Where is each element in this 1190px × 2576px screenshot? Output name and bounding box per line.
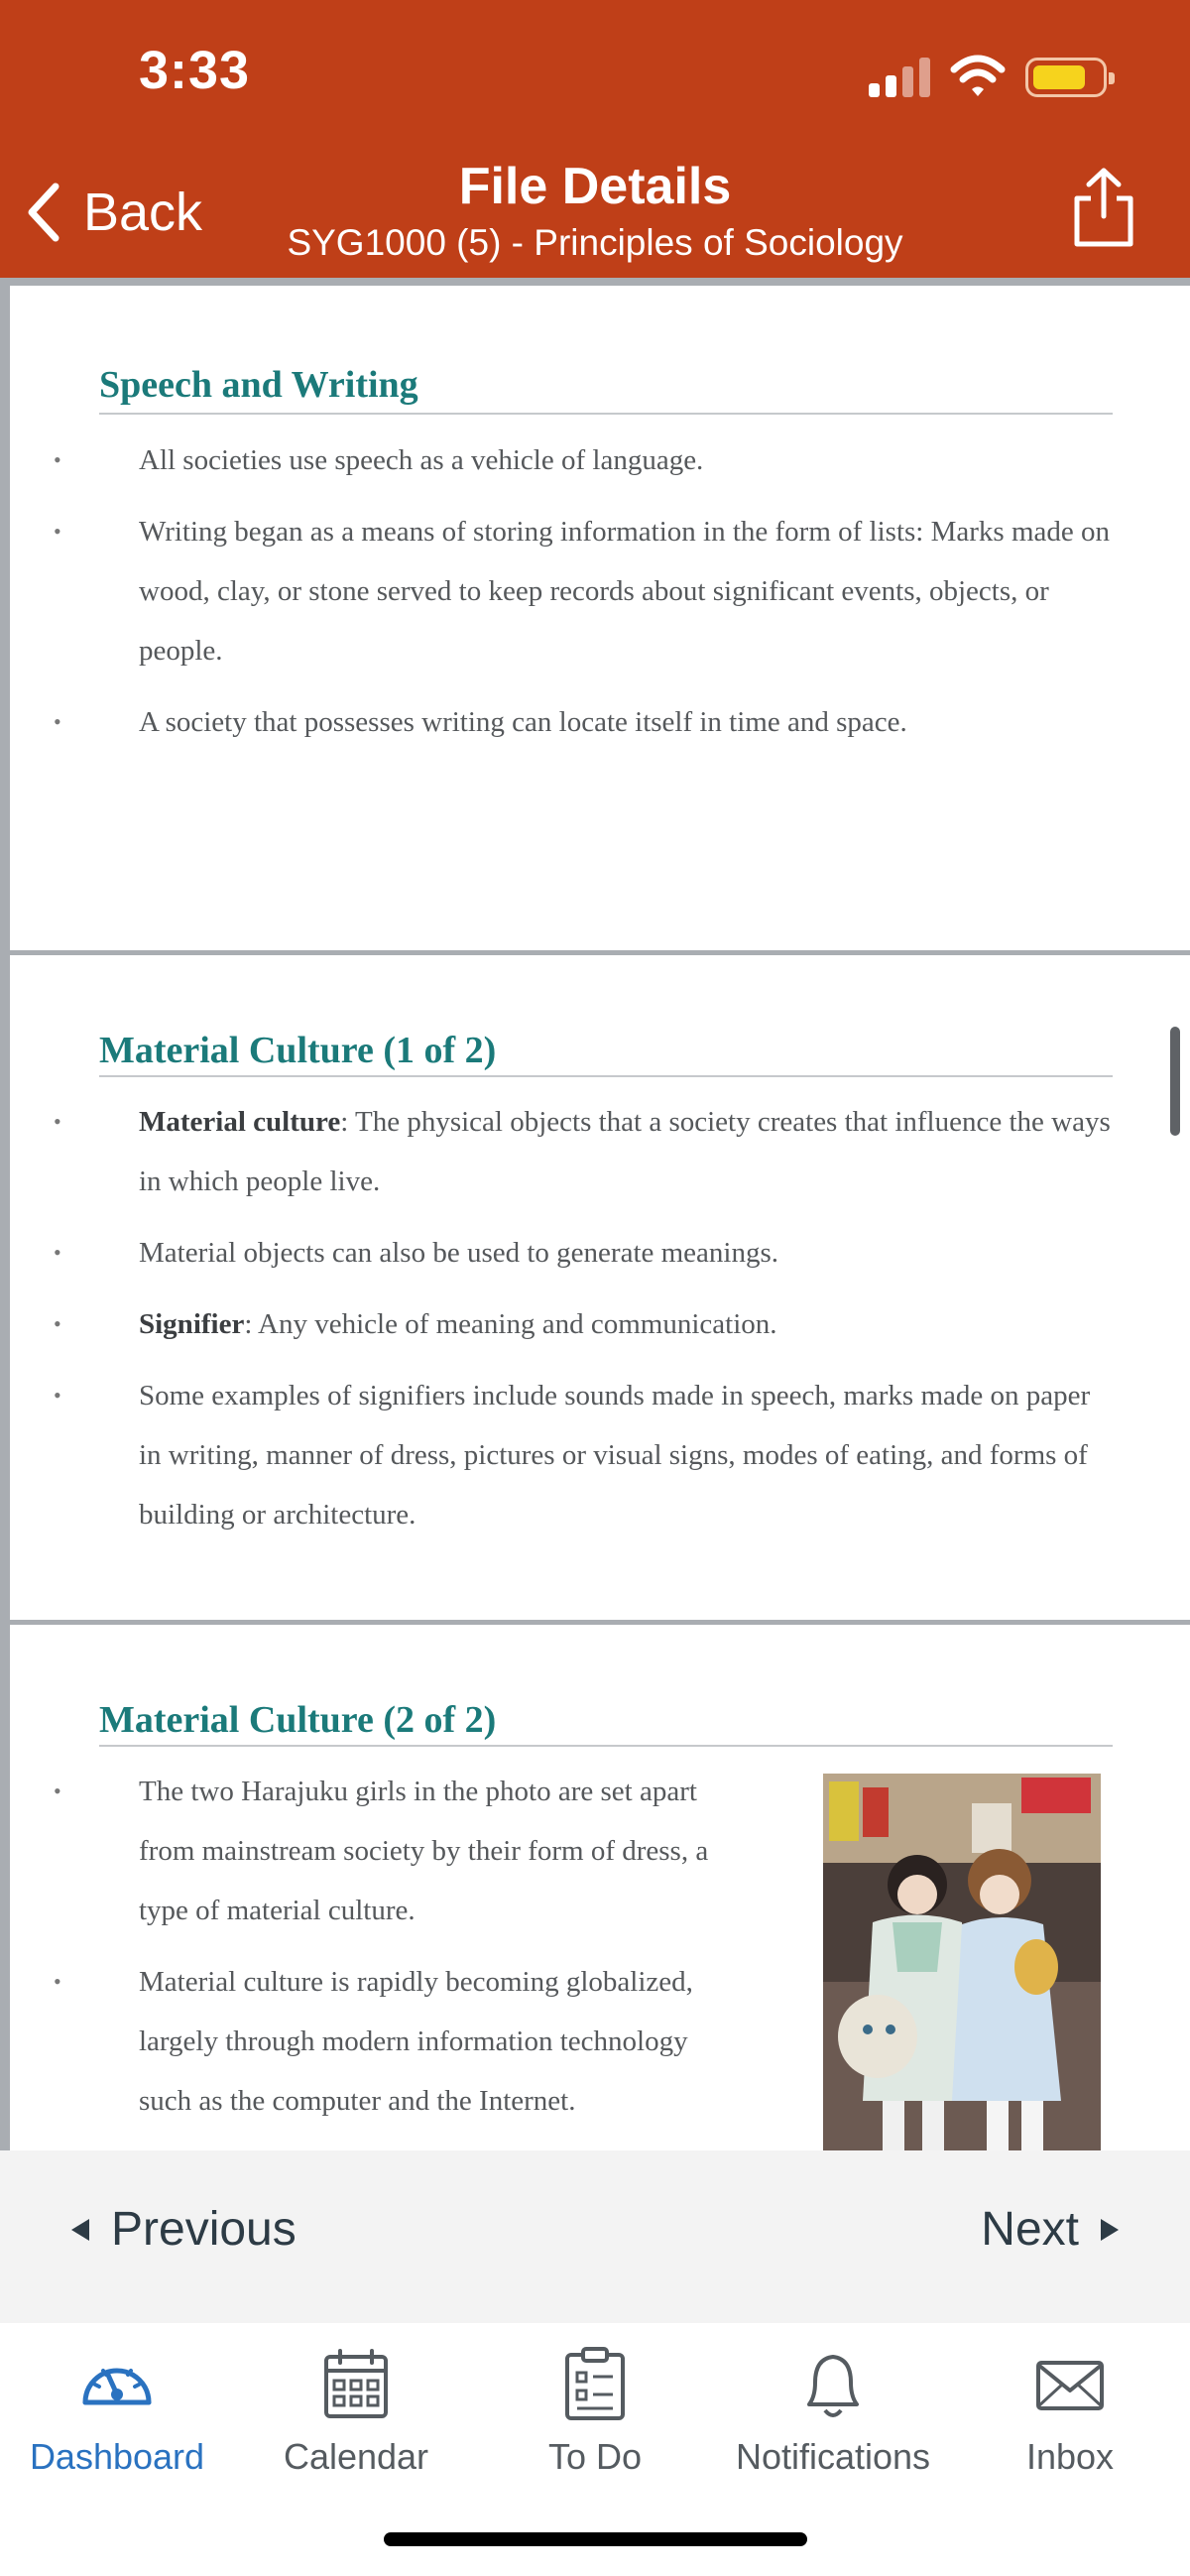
- bullet-icon: •: [54, 709, 61, 734]
- document-scrollbar[interactable]: [1170, 1027, 1180, 1136]
- slide-heading: Material Culture (1 of 2): [99, 1030, 497, 1071]
- home-indicator: [384, 2532, 807, 2546]
- previous-button[interactable]: [69, 2202, 297, 2257]
- calendar-icon: [316, 2345, 396, 2424]
- bullet-list: [10, 1762, 724, 2143]
- list-item: • Some examples of signifiers include sounds made in speech, marks made on paper in writing, manner of dress, pictures or visual signs, modes of eating, and forms of building or architecture.: [10, 1366, 1111, 1544]
- tab-dashboard[interactable]: [8, 2345, 226, 2494]
- slide-material-culture-1: [10, 955, 1190, 1620]
- list-item: • Material culture: The physical objects that a society creates that influence the ways in which people live.: [10, 1092, 1111, 1211]
- harajuku-photo: [823, 1774, 1101, 2150]
- tab-label: Notifications: [735, 2436, 931, 2477]
- tab-label: Dashboard: [29, 2436, 205, 2477]
- chevron-left-icon: [24, 181, 63, 244]
- slide-material-culture-2: [10, 1625, 1190, 2150]
- page-title: File Details: [458, 158, 732, 215]
- tab-label: Inbox: [1025, 2436, 1115, 2477]
- previous-label: Previous: [111, 2203, 297, 2256]
- tab-label: Calendar: [283, 2436, 429, 2477]
- heading-rule: [99, 1745, 1113, 1747]
- tab-label: To Do: [547, 2436, 643, 2477]
- share-icon[interactable]: [1069, 167, 1138, 250]
- tab-inbox[interactable]: [961, 2345, 1179, 2494]
- list-item: • Writing began as a means of storing information in the form of lists: Marks made on wood, clay, or stone served to keep records about significant events, objects, or people.: [10, 502, 1111, 680]
- dashboard-icon: [77, 2345, 157, 2424]
- bullet-icon: •: [54, 1383, 61, 1408]
- file-pager: [0, 2150, 1190, 2323]
- wifi-icon: [950, 54, 1006, 99]
- caret-right-icon: [1099, 2217, 1121, 2243]
- bullet-icon: •: [54, 1969, 61, 1994]
- todo-icon: [555, 2345, 635, 2424]
- app-header: [0, 0, 1190, 278]
- list-item: • The two Harajuku girls in the photo are set apart from mainstream society by their form of dress, a type of material culture.: [10, 1762, 724, 1940]
- caret-left-icon: [69, 2217, 91, 2243]
- bullet-list: [10, 1092, 1111, 1556]
- back-label: Back: [83, 183, 203, 242]
- bullet-icon: •: [54, 1109, 61, 1134]
- bullet-list: [10, 430, 1111, 764]
- slide-heading: Material Culture (2 of 2): [99, 1699, 497, 1741]
- bullet-icon: •: [54, 1311, 61, 1336]
- list-item: • A society that possesses writing can locate itself in time and space.: [10, 692, 1111, 752]
- slide-heading: Speech and Writing: [99, 364, 418, 406]
- list-item: • Material objects can also be used to generate meanings.: [10, 1223, 1111, 1283]
- signal-icon: [869, 58, 932, 97]
- bell-icon: [793, 2345, 873, 2424]
- tab-notifications[interactable]: [722, 2345, 944, 2494]
- list-item: • All societies use speech as a vehicle of language.: [10, 430, 1111, 490]
- slide-speech-writing: [10, 286, 1190, 950]
- next-label: Next: [981, 2203, 1079, 2256]
- tab-calendar[interactable]: [247, 2345, 465, 2494]
- page-subtitle: SYG1000 (5) - Principles of Sociology: [287, 222, 903, 263]
- battery-icon: [1025, 58, 1107, 97]
- back-button[interactable]: [24, 175, 202, 250]
- tab-todo[interactable]: [486, 2345, 704, 2494]
- list-item: • Signifier: Any vehicle of meaning and communication.: [10, 1294, 1111, 1354]
- heading-rule: [99, 413, 1113, 415]
- bullet-icon: •: [54, 1240, 61, 1265]
- heading-rule: [99, 1075, 1113, 1077]
- bullet-icon: •: [54, 519, 61, 544]
- document-viewer[interactable]: [0, 278, 1190, 2150]
- next-button[interactable]: [981, 2202, 1121, 2257]
- bullet-icon: •: [54, 1779, 61, 1803]
- status-time: 3:33: [139, 41, 251, 100]
- list-item: • Material culture is rapidly becoming globalized, largely through modern information technology such as the computer and the Internet.: [10, 1952, 724, 2131]
- inbox-icon: [1030, 2345, 1110, 2424]
- bullet-icon: •: [54, 447, 61, 472]
